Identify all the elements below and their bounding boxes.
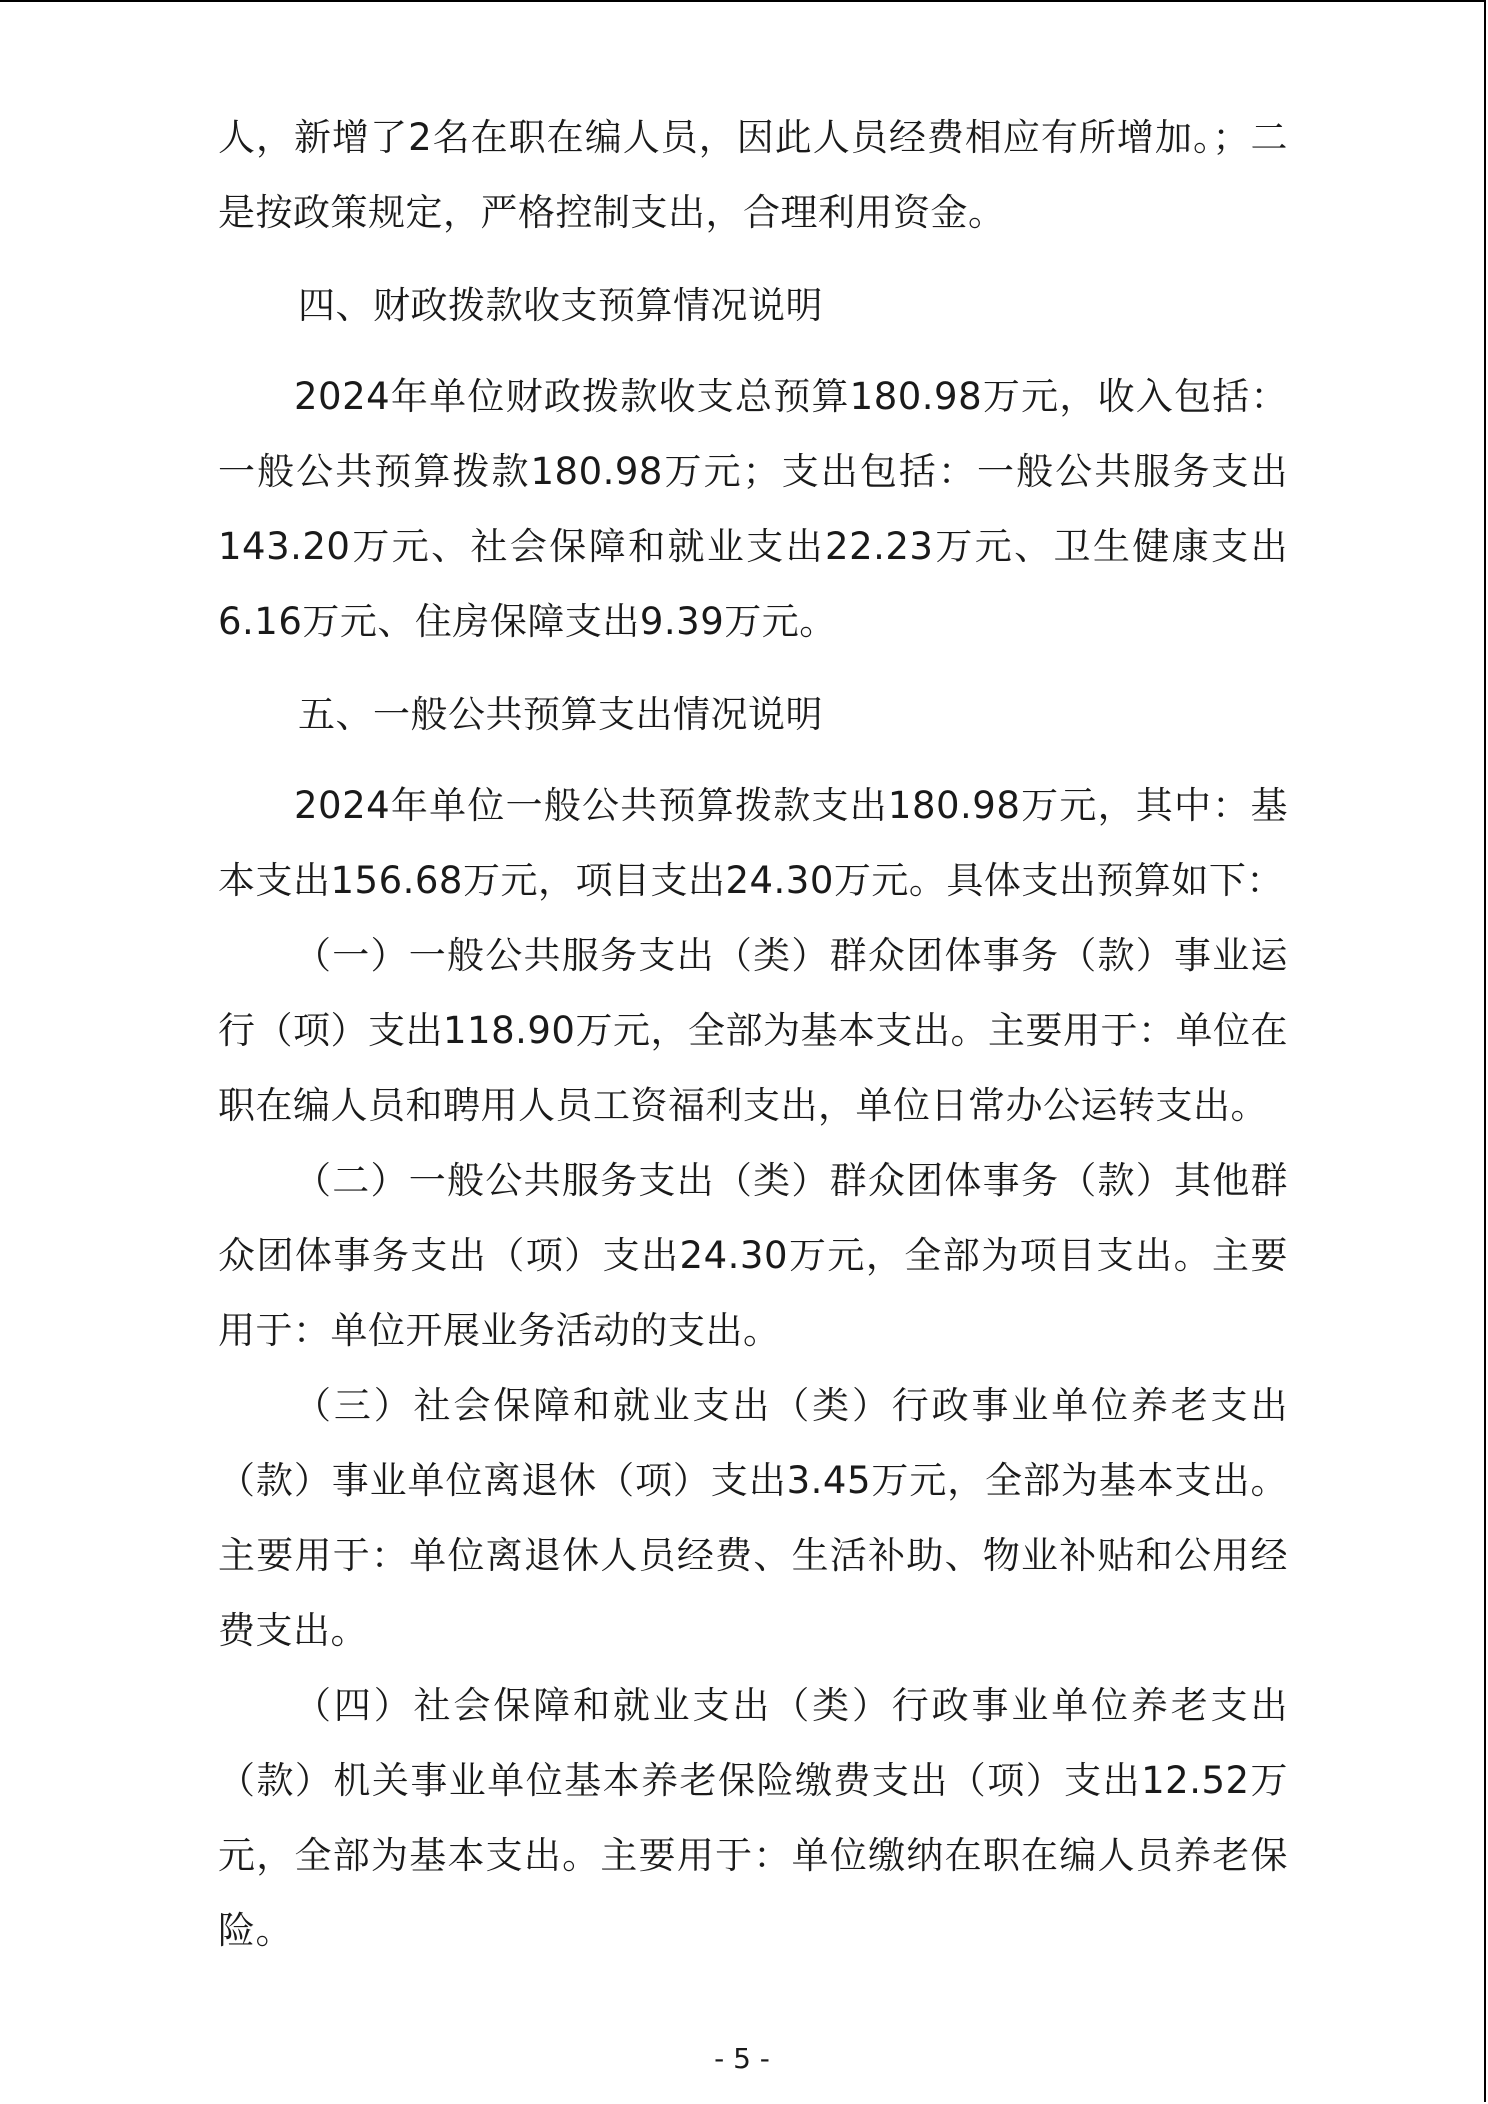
body-paragraph-item-one: （一）一般公共服务支出（类）群众团体事务（款）事业运行（项）支出118.90万元，全部为基本支出。主要用于：单位在职在编人员和聘用人员工资福利支出，单位日常办公运转支出。 xyxy=(218,934,1288,1127)
body-paragraph-fiscal-budget: 2024年单位财政拨款收支总预算180.98万元，收入包括：一般公共预算拨款180.98万元；支出包括：一般公共服务支出143.20万元、社会保障和就业支出22.23万元、卫生健康支出6.16万元、住房保障支出9.39万元。 xyxy=(218,375,1288,643)
body-paragraph-continuation: 人，新增了2名在职在编人员，因此人员经费相应有所增加。；二是按政策规定，严格控制支出，合理利用资金。 xyxy=(218,116,1288,234)
body-paragraph-general-budget: 2024年单位一般公共预算拨款支出180.98万元，其中：基本支出156.68万元，项目支出24.30万元。具体支出预算如下： xyxy=(218,784,1288,902)
document-body xyxy=(218,100,1288,1968)
body-paragraph-item-four: （四）社会保障和就业支出（类）行政事业单位养老支出（款）机关事业单位基本养老保险缴费支出（项）支出12.52万元，全部为基本支出。主要用于：单位缴纳在职在编人员养老保险。 xyxy=(218,1684,1288,1952)
body-paragraph-item-two: （二）一般公共服务支出（类）群众团体事务（款）其他群众团体事务支出（项）支出24.30万元，全部为项目支出。主要用于：单位开展业务活动的支出。 xyxy=(218,1159,1288,1352)
page-number: - 5 - xyxy=(714,2042,770,2075)
section-heading-four: 四、财政拨款收支预算情况说明 xyxy=(298,284,823,327)
section-heading-five: 五、一般公共预算支出情况说明 xyxy=(298,693,823,736)
body-paragraph-item-three: （三）社会保障和就业支出（类）行政事业单位养老支出（款）事业单位离退休（项）支出3.45万元，全部为基本支出。主要用于：单位离退休人员经费、生活补助、物业补贴和公用经费支出。 xyxy=(218,1384,1288,1652)
